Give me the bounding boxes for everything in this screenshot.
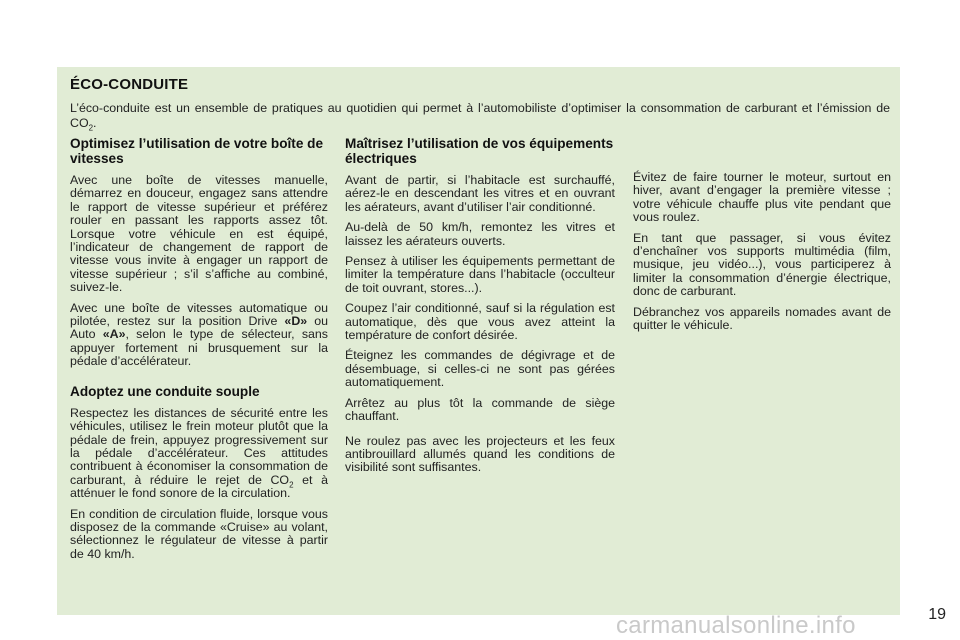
electrical-paragraph-3: Pensez à utiliser les équipements permettant de limiter la température dans l’habitacle (occulteur de toit ouvrant, stores...).	[345, 254, 615, 295]
driving-subscript: 2	[289, 480, 294, 490]
column-left	[70, 136, 328, 568]
intro-text: L’éco-conduite est un ensemble de pratiques au quotidien qui permet à l’automobiliste d’optimiser la consommation de carburant et l’émission de CO	[70, 101, 890, 130]
intro-end: .	[93, 115, 97, 130]
heading-driving: Adoptez une conduite souple	[70, 383, 260, 399]
auto-label: «A»	[102, 327, 126, 342]
electrical-paragraph-4: Coupez l’air conditionné, sauf si la régulation est automatique, dès que vous avez atteint la température de confort désirée.	[345, 301, 615, 343]
gearbox-p2-a: Avec une boîte de vitesses automatique ou pilotée, restez sur la position Drive	[70, 300, 328, 329]
electrical-paragraph-2: Au-delà de 50 km/h, remontez les vitres et laissez les aérateurs ouverts.	[345, 220, 615, 248]
gearbox-p2-b: ou Auto	[70, 314, 328, 342]
electrical-paragraph-10: Débranchez vos appareils nomades avant de quitter le véhicule.	[633, 304, 891, 333]
heading-electrical: Maîtrisez l’utilisation de vos équipements électriques	[345, 136, 614, 166]
electrical-paragraph-6: Arrêtez au plus tôt la commande de siège chauffant.	[345, 395, 615, 424]
gearbox-paragraph-2	[70, 302, 328, 369]
driving-paragraph-2: En condition de circulation fluide, lorsque vous disposez de la commande «Cruise» au volant, sélectionnez le régulateur de vitesse à partir de 40 km/h.	[70, 506, 328, 561]
drive-label: «D»	[284, 314, 308, 329]
intro-paragraph	[70, 101, 890, 130]
driving-paragraph-1	[70, 407, 328, 501]
intro-subscript: 2	[88, 122, 94, 132]
electrical-paragraph-9: En tant que passager, si vous évitez d’enchaîner vos supports multimédia (film, musique, jeu vidéo...), vous participerez à limiter la consommation d’énergie électrique, donc de carburant.	[633, 230, 891, 299]
column-right	[633, 171, 891, 339]
gearbox-p2-c: , selon le type de sélecteur, sans appuyer fortement ni brusquement sur la pédale d’accélérateur.	[70, 327, 328, 369]
driving-p1-b: et à atténuer le fond sonore de la circulation.	[70, 472, 328, 501]
page-number: 19	[928, 606, 946, 623]
section-title: ÉCO-CONDUITE	[70, 76, 189, 93]
heading-gearbox: Optimisez l’utilisation de votre boîte de vitesses	[70, 136, 324, 166]
electrical-paragraph-8: Évitez de faire tourner le moteur, surtout en hiver, avant d’engager la première vitesse ; votre véhicule chauffe plus vite pendant que vous roulez.	[633, 170, 891, 225]
electrical-paragraph-5: Éteignez les commandes de dégivrage et de désembuage, si celles-ci ne sont pas gérées automatiquement.	[345, 348, 615, 390]
watermark-text: carmanualsonline.info	[616, 612, 856, 639]
electrical-paragraph-1: Avant de partir, si l’habitacle est surchauffé, aérez-le en descendant les vitres et en ouvrant les aérateurs, avant d’utiliser l’air conditionné.	[345, 173, 615, 214]
electrical-paragraph-7: Ne roulez pas avec les projecteurs et les feux antibrouillard allumés quand les conditions de visibilité sont suffisantes.	[345, 433, 615, 475]
driving-p1-a: Respectez les distances de sécurité entre les véhicules, utilisez le frein moteur plutôt que la pédale de frein, appuyez progressivement sur la pédale d’accélérateur. Ces attitudes contribuent à économiser la consommation de carburant, à réduire le rejet de CO	[70, 405, 328, 487]
column-middle	[345, 136, 615, 482]
gearbox-paragraph-1: Avec une boîte de vitesses manuelle, démarrez en douceur, engagez sans attendre le rapport de vitesse supérieur et préférez rouler en passant les rapports assez tôt. Lorsque votre véhicule en est équipé, l’indicateur de changement de rapport de vitesse vous invite à engager un rapport de vitesse supérieur ; s’il s’affiche au combiné, suivez-le.	[70, 173, 328, 295]
